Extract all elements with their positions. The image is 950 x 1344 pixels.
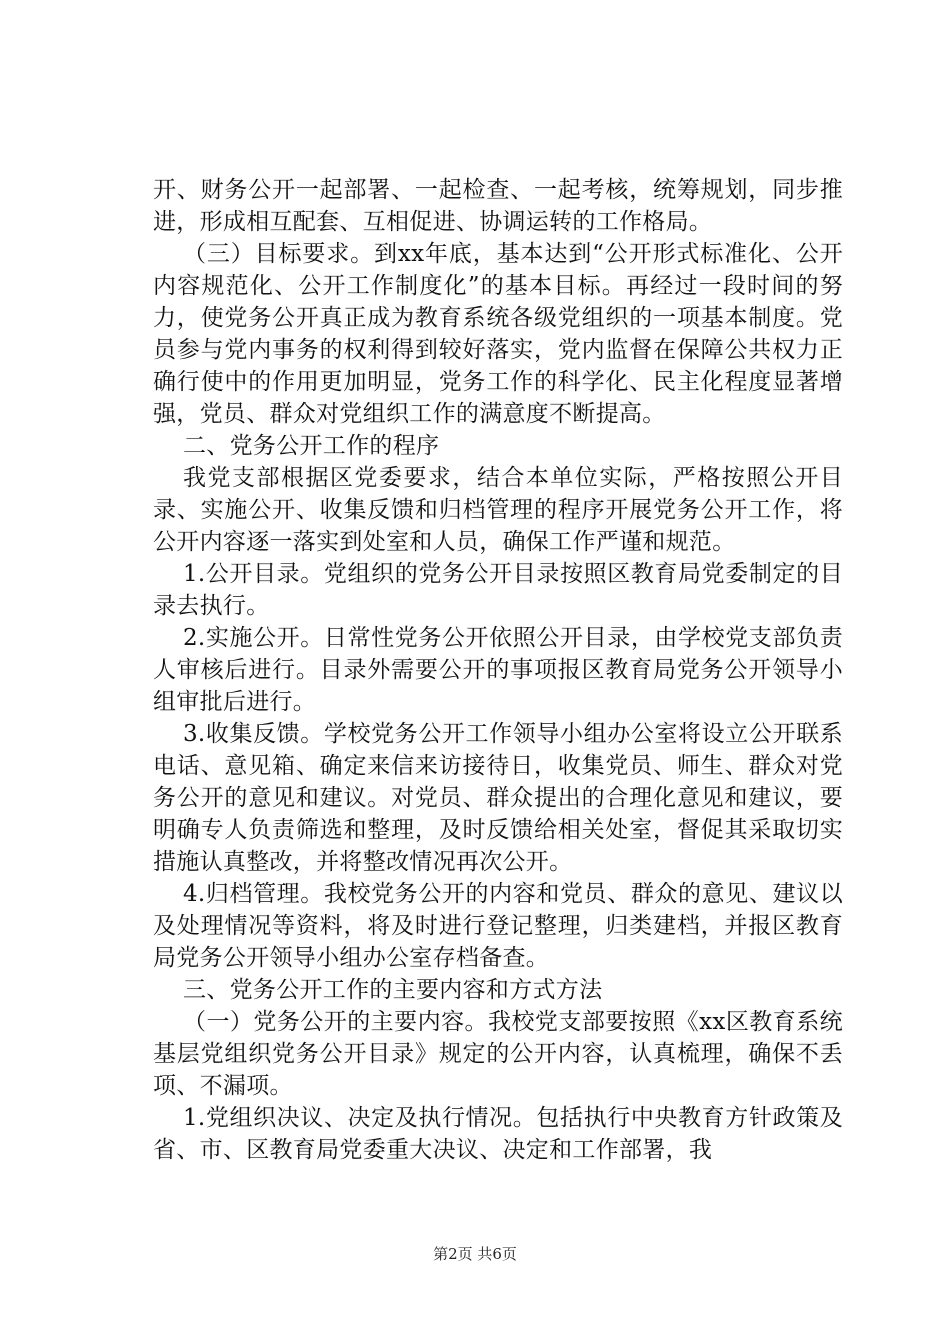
page-footer: 第2页 共6页 (433, 1245, 517, 1263)
paragraph: 1.党组织决议、决定及执行情况。包括执行中央教育方针政策及省、市、区教育局党委重大决议、决定和工作部署，我 (153, 1105, 843, 1163)
section-heading: 二、党务公开工作的程序 (183, 433, 440, 459)
section-heading: 三、党务公开工作的主要内容和方式方法 (183, 977, 603, 1003)
paragraph: 开、财务公开一起部署、一起检查、一起考核，统筹规划，同步推进，形成相互配套、互相促进、协调运转的工作格局。 (153, 177, 843, 235)
paragraph: 1.公开目录。党组织的党务公开目录按照区教育局党委制定的目录去执行。 (153, 561, 843, 619)
document-body (153, 174, 843, 1166)
paragraph: 4.归档管理。我校党务公开的内容和党员、群众的意见、建议以及处理情况等资料，将及时进行登记整理，归类建档，并报区教育局党务公开领导小组办公室存档备查。 (153, 881, 843, 971)
paragraph: 3.收集反馈。学校党务公开工作领导小组办公室将设立公开联系电话、意见箱、确定来信来访接待日，收集党员、师生、群众对党务公开的意见和建议。对党员、群众提出的合理化意见和建议，要明确专人负责筛选和整理，及时反馈给相关处室，督促其采取切实措施认真整改，并将整改情况再次公开。 (153, 721, 843, 875)
paragraph: （一）党务公开的主要内容。我校党支部要按照《xx区教育系统基层党组织党务公开目录》规定的公开内容，认真梳理，确保不丢项、不漏项。 (153, 1009, 843, 1099)
paragraph: 我党支部根据区党委要求，结合本单位实际，严格按照公开目录、实施公开、收集反馈和归档管理的程序开展党务公开工作，将公开内容逐一落实到处室和人员，确保工作严谨和规范。 (153, 465, 843, 555)
paragraph: （三）目标要求。到xx年底，基本达到“公开形式标准化、公开内容规范化、公开工作制度化”的基本目标。再经过一段时间的努力，使党务公开真正成为教育系统各级党组织的一项基本制度。党员参与党内事务的权利得到较好落实，党内监督在保障公共权力正确行使中的作用更加明显，党务工作的科学化、民主化程度显著增强，党员、群众对党组织工作的满意度不断提高。 (153, 241, 843, 427)
paragraph: 2.实施公开。日常性党务公开依照公开目录，由学校党支部负责人审核后进行。目录外需要公开的事项报区教育局党务公开领导小组审批后进行。 (153, 625, 843, 715)
